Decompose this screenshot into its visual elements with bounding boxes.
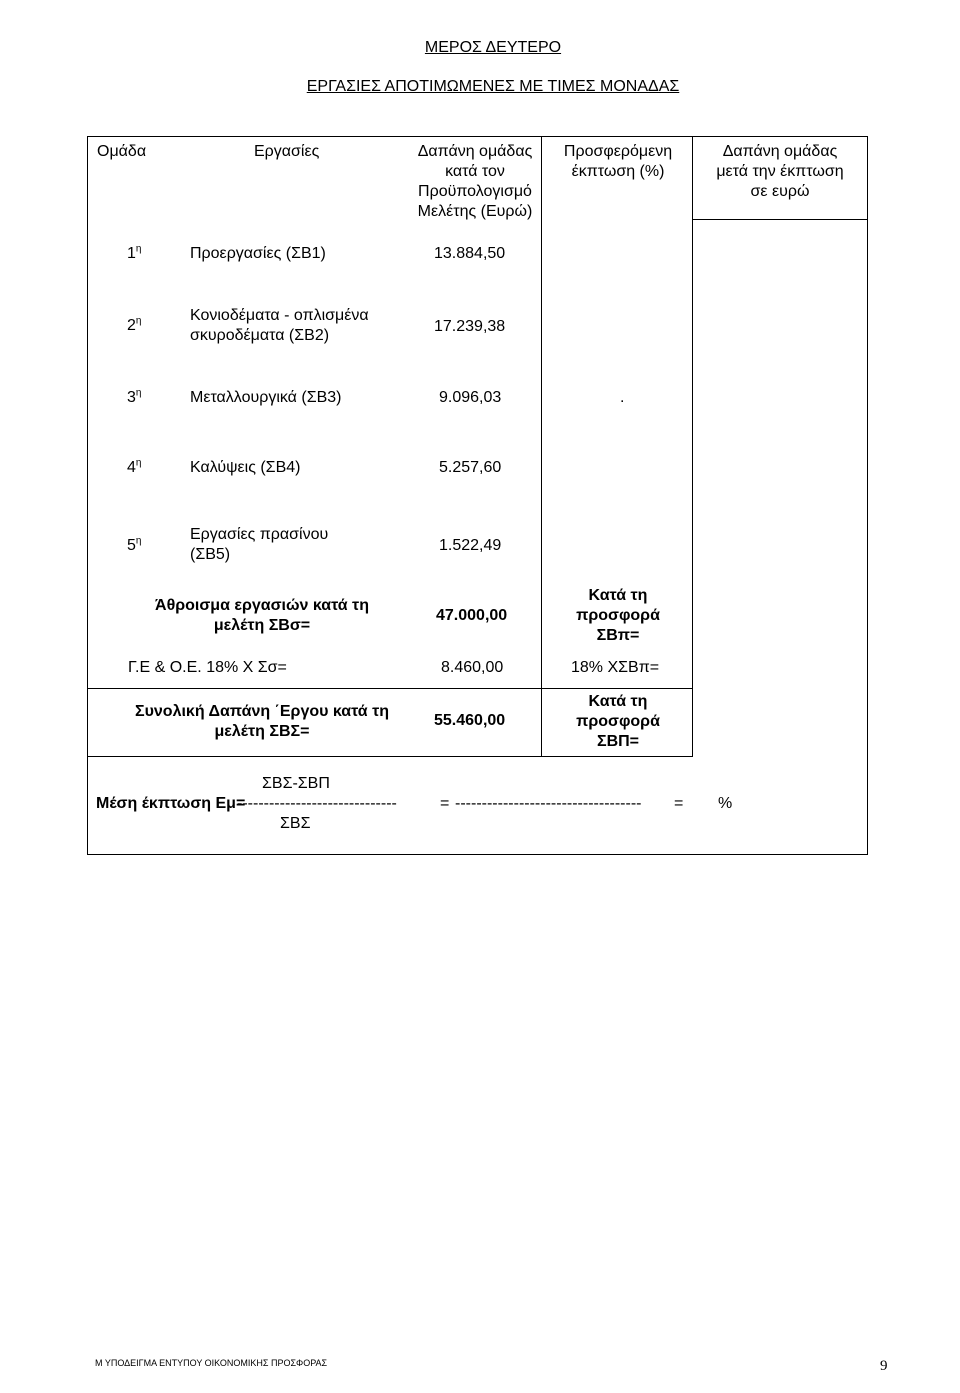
group-budget: 1.522,49 [439, 537, 502, 554]
group-number: $5^\eta$ [127, 535, 142, 554]
group-budget: 17.239,38 [434, 318, 506, 335]
group-budget: 9.096,03 [439, 389, 502, 406]
formula-percent: % [718, 795, 733, 812]
total-value: 55.460,00 [434, 712, 506, 729]
sum-label: Άθροισμα εργασιών κατά τη μελέτη ΣΒσ= [155, 597, 369, 634]
col-header-after: Δαπάνη ομάδας μετά την έκπτωση σε ευρώ [716, 143, 844, 200]
formula-numerator: ΣΒΣ-ΣΒΠ [262, 775, 330, 792]
group-discount: . [620, 389, 625, 406]
group-budget: 5.257,60 [439, 459, 502, 476]
group-name: Μεταλλουργικά (ΣΒ3) [190, 389, 342, 406]
col-header-works: Εργασίες [254, 143, 320, 160]
group-number: $2^\eta$ [127, 315, 142, 334]
overhead-value: 8.460,00 [441, 659, 504, 676]
group-name: Κονιοδέματα - οπλισμένα σκυροδέματα (ΣΒ2) [190, 307, 369, 344]
total-label: Συνολική Δαπάνη ΄Εργου κατά τη μελέτη ΣΒΣ= [134, 703, 389, 740]
overhead-offer: 18% ΧΣΒπ= [571, 659, 660, 676]
page-title: ΕΡΓΑΣΙΕΣ ΑΠΟΤΙΜΩΜΕΝΕΣ ΜΕ ΤΙΜΕΣ ΜΟΝΑΔΑΣ [306, 78, 680, 95]
formula-equals-1: = [440, 795, 450, 812]
group-number: $3^\eta$ [127, 387, 142, 406]
page-number: 9 [880, 1358, 888, 1374]
part-heading: ΜΕΡΟΣ ΔΕΥΤΕΡΟ [424, 39, 562, 56]
formula-label: Μέση έκπτωση Εμ= [96, 795, 246, 812]
formula-equals-2: = [674, 795, 684, 812]
sum-offer: Κατά τη προσφορά ΣΒπ= [576, 587, 660, 644]
col-header-discount: Προσφερόμενη έκπτωση (%) [563, 143, 673, 180]
group-number: $4^\eta$ [127, 457, 142, 476]
group-name: Εργασίες πρασίνου (ΣΒ5) [190, 526, 329, 563]
formula-dashes-2: ----------------------------------- [455, 795, 642, 812]
group-name: Καλύψεις (ΣΒ4) [190, 459, 301, 476]
col-header-group: Ομάδα [97, 143, 147, 160]
group-number: $1^\eta$ [127, 243, 142, 262]
formula-denominator: ΣΒΣ [280, 815, 311, 832]
col-header-budget: Δαπάνη ομάδας κατά τον Προϋπολογισμό Μελέτης (Ευρώ) [417, 143, 533, 220]
overhead-label: Γ.Ε & Ο.Ε. 18% Χ Σσ= [128, 659, 287, 676]
group-budget: 13.884,50 [434, 245, 506, 262]
group-name: Προεργασίες (ΣΒ1) [190, 245, 326, 262]
footer-text: Μ ΥΠΟΔΕΙΓΜΑ ΕΝΤΥΠΟΥ ΟΙΚΟΝΟΜΙΚΗΣ ΠΡΟΣΦΟΡΑΣ [95, 1358, 328, 1368]
total-offer: Κατά τη προσφορά ΣΒΠ= [576, 693, 660, 750]
formula-dashes-1: ------------------------------ [237, 795, 397, 812]
sum-value: 47.000,00 [436, 607, 508, 624]
